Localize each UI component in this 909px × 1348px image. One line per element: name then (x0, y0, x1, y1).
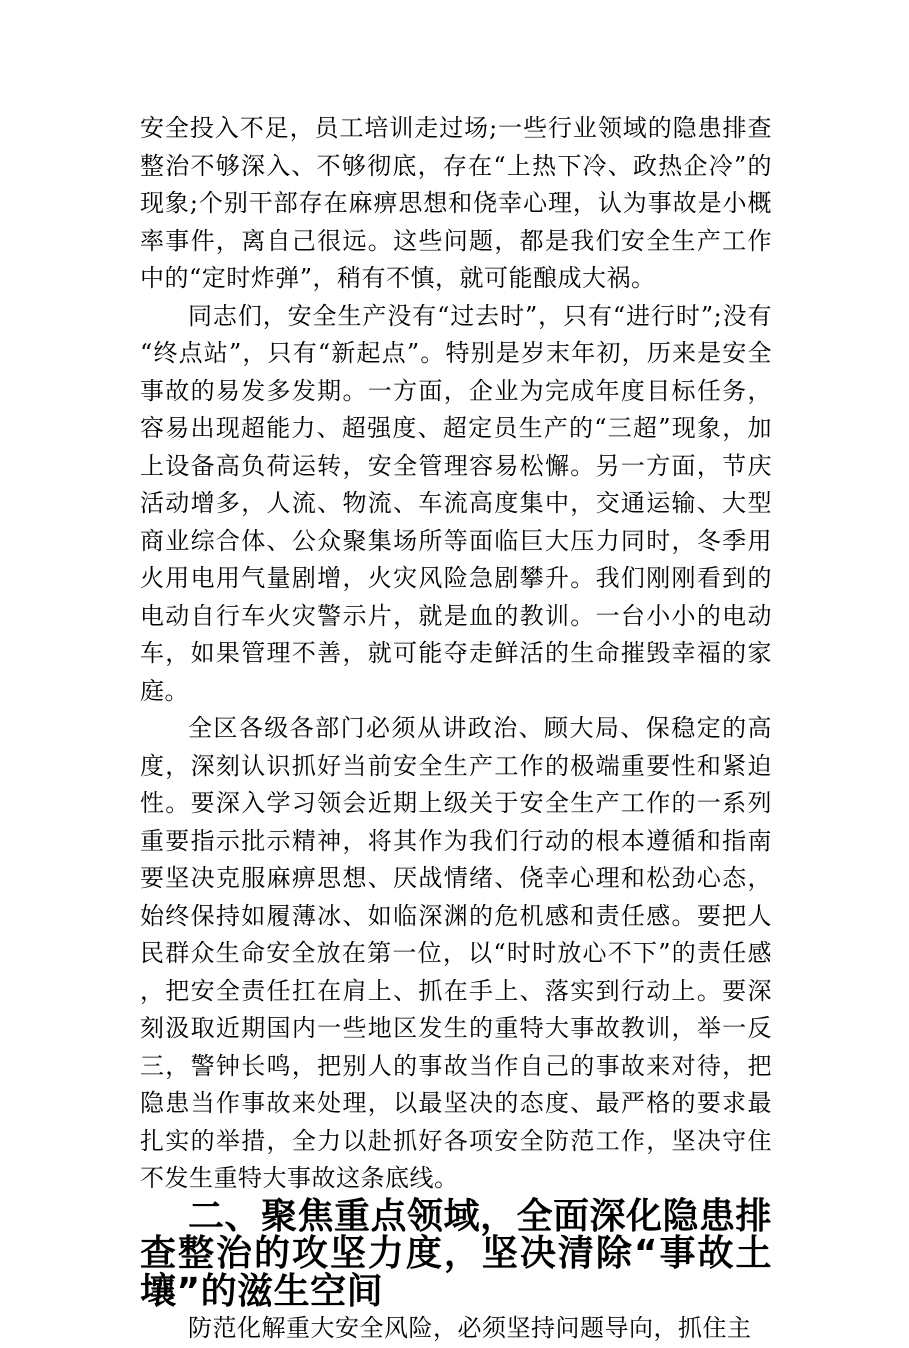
document-page (140, 110, 772, 1348)
paragraph-continuation: 安全投入不足，员工培训走过场;一些行业领域的隐患排查整治不够深入、不够彻底，存在“上热下冷、政热企冷”的现象;个别干部存在麻痹思想和侥幸心理，认为事故是小概率事件，离自己很远。这些问题，都是我们安全生产工作中的“定时炸弹”，稍有不慎，就可能酿成大祸。 (140, 114, 772, 292)
paragraph-risk-prevention: 防范化解重大安全风险，必须坚持问题导向，抓住主 (188, 1314, 752, 1342)
paragraph-comrades: 同志们，安全生产没有“过去时”，只有“进行时”;没有“终点站”，只有“新起点”。特别是岁末年初，历来是安全事故的易发多发期。一方面，企业为完成年度目标任务，容易出现超能力、超强度、超定员生产的“三超”现象，加上设备高负荷运转，安全管理容易松懈。另一方面，节庆活动增多，人流、物流、车流高度集中，交通运输、大型商业综合体、公众聚集场所等面临巨大压力同时，冬季用火用电用气量剧增，火灾风险急剧攀升。我们刚刚看到的电动自行车火灾警示片，就是血的教训。一台小小的电动车，如果管理不善，就可能夺走鲜活的生命摧毁幸福的家庭。 (140, 301, 772, 705)
section-heading-2: 二、聚焦重点领域，全面深化隐患排查整治的攻坚力度，坚决清除“事故土壤”的滋生空间 (140, 1195, 773, 1312)
paragraph-all-departments: 全区各级各部门必须从讲政治、顾大局、保稳定的高度，深刻认识抓好当前安全生产工作的极端重要性和紧迫性。要深入学习领会近期上级关于安全生产工作的一系列重要指示批示精神，将其作为我们行动的根本遵循和指南要坚决克服麻痹思想、厌战情绪、侥幸心理和松劲心态，始终保持如履薄冰、如临深渊的危机感和责任感。要把人民群众生命安全放在第一位，以“时时放心不下”的责任感，把安全责任扛在肩上、抓在手上、落实到行动上。要深刻汲取近期国内一些地区发生的重特大事故教训，举一反三，警钟长鸣，把别人的事故当作自己的事故来对待，把隐患当作事故来处理，以最坚决的态度、最严格的要求最扎实的举措，全力以赴抓好各项安全防范工作，坚决守住不发生重特大事故这条底线。 (140, 714, 772, 1192)
